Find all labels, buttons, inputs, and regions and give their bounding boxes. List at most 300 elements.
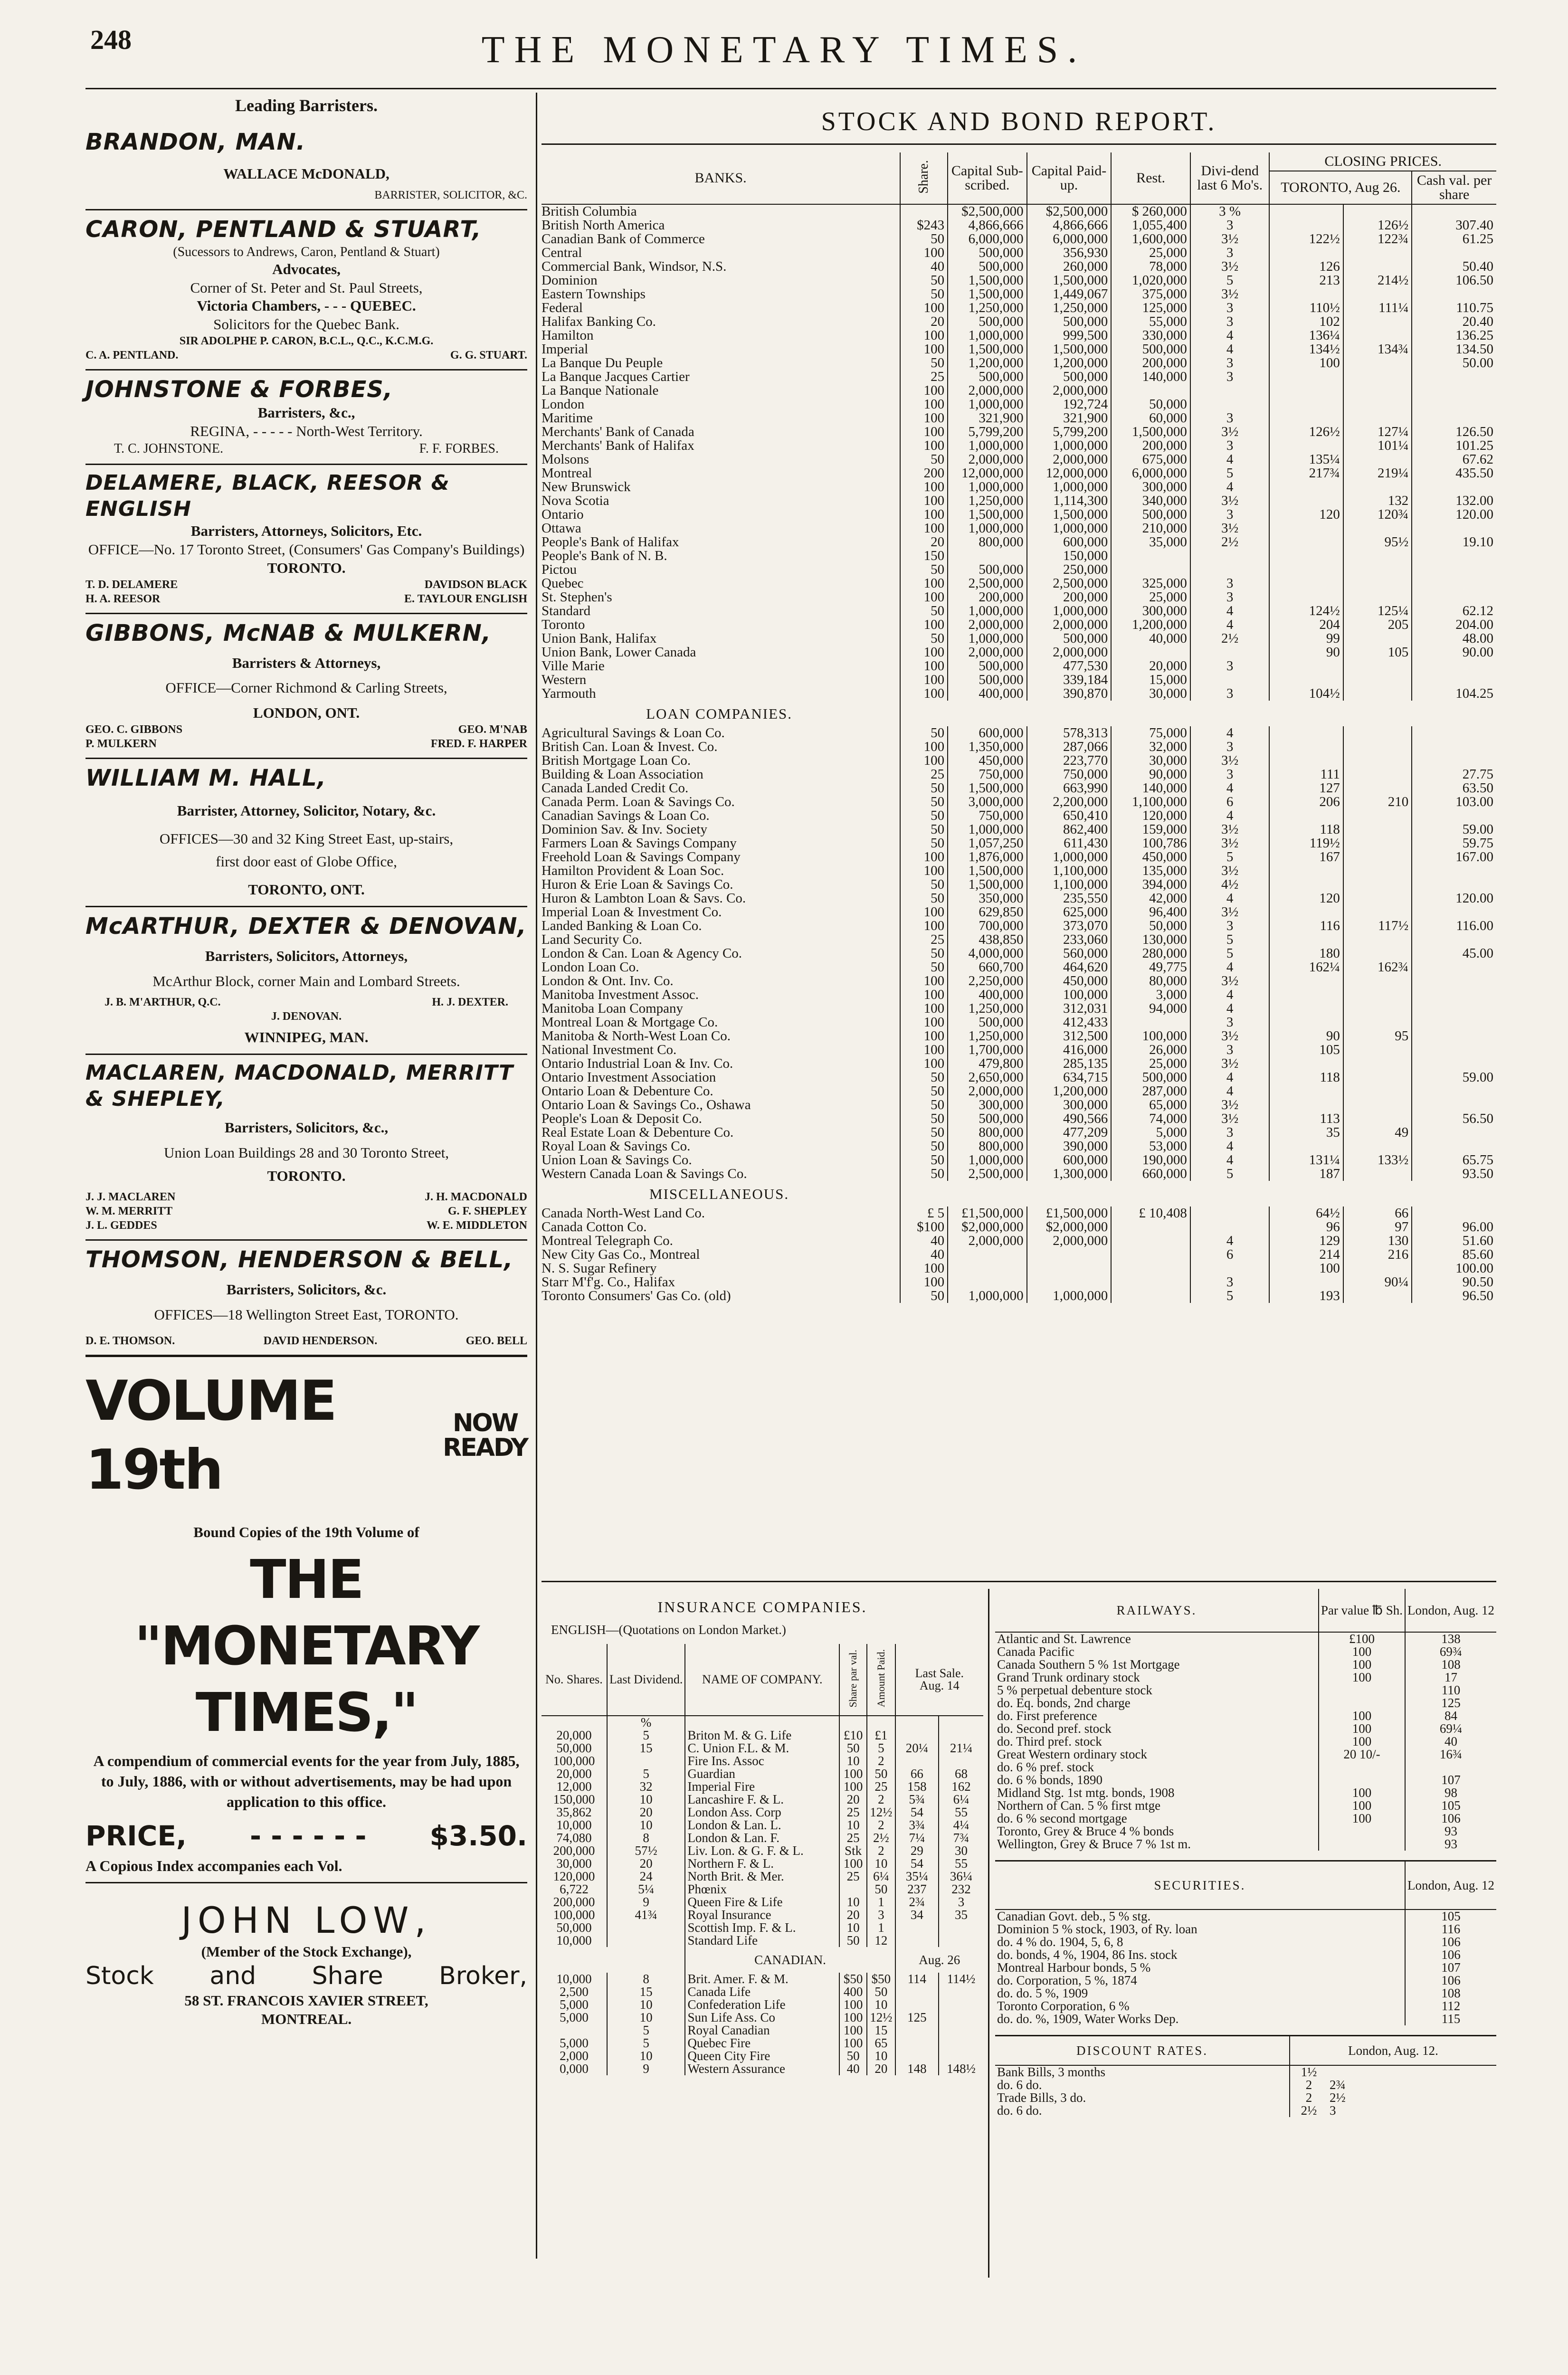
firm-name: DELAMERE, BLACK, REESOR & ENGLISH bbox=[86, 471, 450, 522]
rest-cell: 49,775 bbox=[1111, 960, 1190, 974]
dividend-cell bbox=[1190, 646, 1270, 659]
column-divider bbox=[536, 93, 537, 2259]
company-cell: Merchants' Bank of Canada bbox=[542, 425, 694, 439]
capital-subscribed-cell: 500,000 bbox=[948, 246, 1027, 260]
toronto-bid-cell: 96 bbox=[1269, 1220, 1343, 1234]
capital-paid-cell: 312,031 bbox=[1027, 1002, 1112, 1016]
price-line bbox=[86, 1819, 527, 1853]
firm-line: Union Loan Buildings 28 and 30 Toronto Street, bbox=[164, 1144, 449, 1161]
header-row bbox=[542, 152, 1496, 171]
table-row bbox=[542, 549, 1496, 563]
rate-low-cell: 2 bbox=[1290, 2079, 1328, 2091]
share-cell: 50 bbox=[900, 823, 948, 836]
capital-paid-cell: 356,930 bbox=[1027, 246, 1112, 260]
capital-paid-cell: 560,000 bbox=[1027, 947, 1112, 960]
capital-subscribed-cell: 2,500,000 bbox=[948, 1167, 1027, 1181]
table-row bbox=[995, 1761, 1496, 1774]
price-label: PRICE, bbox=[86, 1820, 187, 1852]
london-price-cell: 69¼ bbox=[1439, 1721, 1463, 1736]
sale-low-cell bbox=[895, 1986, 939, 1998]
share-cell: 100 bbox=[900, 646, 948, 659]
dividend-cell: 3 bbox=[1190, 1016, 1270, 1029]
toronto-ask-cell bbox=[1343, 836, 1412, 850]
sale-high-cell: 21¼ bbox=[939, 1742, 983, 1755]
company-cell: Phœnix bbox=[685, 1883, 839, 1896]
company-cell: Ontario Loan & Savings Co., Oshawa bbox=[542, 1098, 751, 1112]
cash-value-cell: 167.00 bbox=[1412, 850, 1496, 864]
company-cell: Royal Loan & Savings Co. bbox=[542, 1140, 691, 1153]
rest-cell: 100,000 bbox=[1111, 1029, 1190, 1043]
par-cell: 50 bbox=[839, 2050, 867, 2062]
broker-word: Share bbox=[312, 1962, 383, 1991]
sale-high-cell bbox=[939, 2050, 983, 2062]
rest-cell: 1,200,000 bbox=[1111, 618, 1190, 632]
table-row bbox=[542, 754, 1496, 768]
toronto-bid-cell bbox=[1269, 204, 1343, 218]
capital-paid-cell: 611,430 bbox=[1027, 836, 1112, 850]
cash-value-cell bbox=[1412, 878, 1496, 892]
company-cell: St. Stephen's bbox=[542, 590, 612, 604]
capital-subscribed-cell: 350,000 bbox=[948, 892, 1027, 905]
masthead-rule bbox=[86, 88, 1496, 89]
stock-report bbox=[542, 95, 1496, 1303]
par-value-cell bbox=[1319, 1684, 1405, 1697]
company-cell: Canada Life bbox=[685, 1986, 839, 1998]
shares-cell: 5,000 bbox=[560, 1997, 589, 2012]
capital-subscribed-cell: 750,000 bbox=[948, 768, 1027, 781]
sale-high-cell: 6¼ bbox=[939, 1793, 983, 1806]
rest-cell: 15,000 bbox=[1111, 673, 1190, 687]
table-row bbox=[542, 1729, 983, 1742]
dividend-cell bbox=[1190, 1220, 1270, 1234]
firm-name: WILLIAM M. HALL, bbox=[86, 764, 326, 791]
toronto-bid-cell: 214 bbox=[1269, 1248, 1343, 1262]
company-cell: People's Bank of Halifax bbox=[542, 535, 679, 549]
toronto-ask-cell bbox=[1343, 1167, 1412, 1181]
share-cell: 50 bbox=[900, 274, 948, 287]
company-cell: Manitoba Investment Assoc. bbox=[542, 988, 699, 1002]
capital-paid-cell: 285,135 bbox=[1027, 1057, 1112, 1071]
rate-high-cell: 2¾ bbox=[1330, 2078, 1346, 2092]
divider bbox=[86, 209, 527, 210]
sale-low-blank bbox=[895, 1716, 939, 1729]
dividend-cell bbox=[1190, 673, 1270, 687]
table-row bbox=[995, 1948, 1496, 1961]
rest-cell: 100,786 bbox=[1111, 836, 1190, 850]
capital-paid-cell: 625,000 bbox=[1027, 905, 1112, 919]
london-price-cell: 106 bbox=[1405, 1936, 1496, 1948]
dividend-cell: 3 bbox=[1190, 768, 1270, 781]
table-row bbox=[542, 577, 1496, 590]
london-price-cell: 84 bbox=[1444, 1709, 1457, 1723]
dividend-cell bbox=[607, 1755, 685, 1767]
table-row bbox=[995, 1671, 1496, 1684]
toronto-ask-cell bbox=[1343, 726, 1412, 740]
dividend-cell: 3½ bbox=[1190, 287, 1270, 301]
capital-paid-cell bbox=[1027, 1275, 1112, 1289]
capital-subscribed-cell: 5,799,200 bbox=[948, 425, 1027, 439]
table-row bbox=[542, 398, 1496, 411]
rest-cell: 3,000 bbox=[1111, 988, 1190, 1002]
company-cell: Landed Banking & Loan Co. bbox=[542, 919, 702, 933]
insurance-header bbox=[542, 1644, 983, 1716]
toronto-ask-cell: 133½ bbox=[1343, 1153, 1412, 1167]
share-cell: 50 bbox=[900, 232, 948, 246]
rest-cell: 25,000 bbox=[1111, 1057, 1190, 1071]
toronto-ask-cell bbox=[1343, 329, 1412, 342]
toronto-bid-cell: 180 bbox=[1269, 947, 1343, 960]
cash-value-cell: 62.12 bbox=[1412, 604, 1496, 618]
dividend-cell: 3 bbox=[1190, 1275, 1270, 1289]
toronto-ask-cell: 130 bbox=[1343, 1234, 1412, 1248]
par-cell: £10 bbox=[839, 1729, 867, 1742]
sale-low-cell: 114 bbox=[895, 1973, 939, 1986]
company-cell: Brit. Amer. F. & M. bbox=[685, 1973, 839, 1986]
toronto-bid-cell: 110½ bbox=[1269, 301, 1343, 315]
paid-cell: 50 bbox=[867, 1883, 895, 1896]
railway-name-cell: Toronto, Grey & Bruce 4 % bonds bbox=[997, 1824, 1174, 1838]
capital-paid-cell: 321,900 bbox=[1027, 411, 1112, 425]
table-row bbox=[542, 1998, 983, 2011]
company-cell: Queen Fire & Life bbox=[685, 1896, 839, 1909]
table-row bbox=[995, 2000, 1496, 2013]
capital-subscribed-cell: 2,650,000 bbox=[948, 1071, 1027, 1084]
shares-cell: 20,000 bbox=[556, 1728, 592, 1742]
rest-cell bbox=[1111, 646, 1190, 659]
company-cell: Ottawa bbox=[542, 522, 581, 535]
share-cell: 50 bbox=[900, 809, 948, 823]
dividend-cell: 5 bbox=[607, 2024, 685, 2037]
toronto-ask-cell bbox=[1343, 287, 1412, 301]
dividend-cell: 15 bbox=[607, 1742, 685, 1755]
par-value-cell: 20 10/- bbox=[1319, 1748, 1405, 1761]
capital-subscribed-cell: 629,850 bbox=[948, 905, 1027, 919]
broker-member: (Member of the Stock Exchange), bbox=[201, 1943, 412, 1960]
table-row bbox=[542, 2024, 983, 2037]
toronto-ask-cell bbox=[1343, 740, 1412, 754]
capital-subscribed-cell: 1,000,000 bbox=[948, 439, 1027, 453]
cash-value-cell bbox=[1412, 726, 1496, 740]
share-cell: 25 bbox=[900, 370, 948, 384]
table-row bbox=[542, 1896, 983, 1909]
company-cell: Liv. Lon. & G. F. & L. bbox=[685, 1844, 839, 1857]
rest-cell: 140,000 bbox=[1111, 781, 1190, 795]
insurance-table bbox=[542, 1644, 983, 2075]
paid-cell: 50 bbox=[867, 1986, 895, 1998]
par-cell: 10 bbox=[839, 1921, 867, 1934]
toronto-ask-cell: 117½ bbox=[1343, 919, 1412, 933]
dividend-cell: 3 bbox=[1190, 439, 1270, 453]
table-row bbox=[542, 1016, 1496, 1029]
dividend-cell: 3½ bbox=[1190, 425, 1270, 439]
dividend-cell: 4 bbox=[1190, 1002, 1270, 1016]
firm-line: Barrister, Attorney, Solicitor, Notary, &c. bbox=[177, 802, 436, 819]
table-row bbox=[995, 1961, 1496, 1974]
sale-high-cell bbox=[939, 2024, 983, 2037]
firm-line: TORONTO. bbox=[267, 559, 346, 576]
rest-cell: 300,000 bbox=[1111, 604, 1190, 618]
rate-low-cell: 1½ bbox=[1290, 2065, 1328, 2079]
toronto-bid-cell: 118 bbox=[1269, 1071, 1343, 1084]
london-price-cell: 138 bbox=[1441, 1632, 1461, 1646]
capital-paid-cell: 223,770 bbox=[1027, 754, 1112, 768]
paid-cell: 6¼ bbox=[867, 1870, 895, 1883]
cash-value-cell bbox=[1412, 1084, 1496, 1098]
toronto-bid-cell bbox=[1269, 411, 1343, 425]
col-banks: BANKS. bbox=[542, 152, 900, 204]
cash-value-cell: 59.00 bbox=[1412, 823, 1496, 836]
dividend-cell: 4 bbox=[1190, 960, 1270, 974]
par-cell: 25 bbox=[839, 1832, 867, 1844]
capital-subscribed-cell: 1,000,000 bbox=[948, 1153, 1027, 1167]
table-row bbox=[995, 1710, 1496, 1722]
table-row bbox=[542, 919, 1496, 933]
capital-subscribed-cell bbox=[948, 549, 1027, 563]
capital-subscribed-cell: 1,250,000 bbox=[948, 1029, 1027, 1043]
company-cell: La Banque Jacques Cartier bbox=[542, 370, 690, 384]
cash-value-cell bbox=[1412, 864, 1496, 878]
cash-value-cell bbox=[1412, 1002, 1496, 1016]
toronto-bid-cell: 122½ bbox=[1269, 232, 1343, 246]
shares-cell: 74,080 bbox=[556, 1831, 592, 1845]
rest-cell: 210,000 bbox=[1111, 522, 1190, 535]
dividend-cell: 10 bbox=[607, 1819, 685, 1832]
sale-high-cell: 232 bbox=[939, 1883, 983, 1896]
company-cell: Molsons bbox=[542, 453, 589, 466]
sale-low-cell: 54 bbox=[895, 1857, 939, 1870]
london-price-cell: 107 bbox=[1405, 1961, 1496, 1974]
toronto-bid-cell: 116 bbox=[1269, 919, 1343, 933]
insurance-body bbox=[542, 1716, 983, 2075]
toronto-ask-cell bbox=[1343, 1140, 1412, 1153]
company-cell: Royal Insurance bbox=[685, 1909, 839, 1921]
toronto-bid-cell bbox=[1269, 754, 1343, 768]
shares-cell: 10,000 bbox=[556, 1818, 592, 1832]
company-cell: Starr M'f'g. Co., Halifax bbox=[542, 1275, 675, 1289]
capital-subscribed-cell: 500,000 bbox=[948, 673, 1027, 687]
toronto-ask-cell bbox=[1343, 577, 1412, 590]
london-price-cell: 110 bbox=[1441, 1683, 1461, 1697]
toronto-bid-cell bbox=[1269, 549, 1343, 563]
capital-subscribed-cell: 1,000,000 bbox=[948, 823, 1027, 836]
railway-name-cell: do. 6 % pref. stock bbox=[997, 1760, 1094, 1774]
table-row bbox=[542, 274, 1496, 287]
securities-body bbox=[995, 1910, 1496, 2025]
partner-row bbox=[86, 348, 527, 362]
share-cell: 100 bbox=[900, 577, 948, 590]
table-row bbox=[995, 1748, 1496, 1761]
partner: J. B. M'ARTHUR, Q.C. bbox=[105, 996, 221, 1009]
toronto-bid-cell bbox=[1269, 1057, 1343, 1071]
rest-cell bbox=[1111, 1016, 1190, 1029]
securities-table bbox=[995, 1862, 1496, 2025]
sale-low-cell bbox=[895, 1729, 939, 1742]
toronto-bid-cell: 90 bbox=[1269, 1029, 1343, 1043]
toronto-bid-cell: 118 bbox=[1269, 823, 1343, 836]
dividend-cell: 3½ bbox=[1190, 1029, 1270, 1043]
dividend-cell: 5 bbox=[1190, 933, 1270, 947]
toronto-ask-cell: 90¼ bbox=[1343, 1275, 1412, 1289]
company-cell: Northern F. & L. bbox=[685, 1857, 839, 1870]
cash-value-cell bbox=[1412, 563, 1496, 577]
capital-subscribed-cell: 1,500,000 bbox=[948, 878, 1027, 892]
rest-cell: 65,000 bbox=[1111, 1098, 1190, 1112]
toronto-bid-cell: 206 bbox=[1269, 795, 1343, 809]
table-row bbox=[542, 1029, 1496, 1043]
rest-cell: 660,000 bbox=[1111, 1167, 1190, 1181]
share-cell: 100 bbox=[900, 246, 948, 260]
paid-cell: 1 bbox=[867, 1921, 895, 1934]
shares-cell: 2,000 bbox=[560, 2049, 589, 2063]
share-cell: 100 bbox=[900, 1262, 948, 1275]
firm-line: OFFICE—Corner Richmond & Carling Streets, bbox=[165, 679, 447, 696]
cash-value-cell: 59.00 bbox=[1412, 1071, 1496, 1084]
shares-blank bbox=[542, 1716, 607, 1729]
table-row bbox=[542, 1793, 983, 1806]
dividend-cell: 4 bbox=[1190, 1084, 1270, 1098]
london-price-cell: 115 bbox=[1405, 2013, 1496, 2025]
rest-cell: 125,000 bbox=[1111, 301, 1190, 315]
company-cell: Federal bbox=[542, 301, 583, 315]
partner: W. E. MIDDLETON bbox=[426, 1219, 527, 1232]
security-name-cell: do. Corporation, 5 %, 1874 bbox=[997, 1973, 1137, 1987]
table-row bbox=[542, 218, 1496, 232]
rest-cell: 42,000 bbox=[1111, 892, 1190, 905]
london-price-cell: 40 bbox=[1444, 1734, 1457, 1748]
cash-value-cell bbox=[1412, 1206, 1496, 1220]
share-cell: 50 bbox=[900, 960, 948, 974]
toronto-ask-cell bbox=[1343, 1112, 1412, 1126]
capital-subscribed-cell: 400,000 bbox=[948, 988, 1027, 1002]
table-row bbox=[542, 850, 1496, 864]
capital-subscribed-cell: 3,000,000 bbox=[948, 795, 1027, 809]
capital-paid-cell: 1,200,000 bbox=[1027, 1084, 1112, 1098]
share-cell: 50 bbox=[900, 1153, 948, 1167]
company-cell: Guardian bbox=[685, 1767, 839, 1780]
company-cell: Maritime bbox=[542, 411, 593, 425]
toronto-ask-cell: 126½ bbox=[1343, 218, 1412, 232]
rest-cell: 280,000 bbox=[1111, 947, 1190, 960]
partner: H. J. DEXTER. bbox=[432, 996, 508, 1009]
rest-cell: 60,000 bbox=[1111, 411, 1190, 425]
toronto-ask-cell: 210 bbox=[1343, 795, 1412, 809]
table-row bbox=[542, 1126, 1496, 1140]
capital-paid-cell: 12,000,000 bbox=[1027, 466, 1112, 480]
sale-high-cell: 7¾ bbox=[939, 1832, 983, 1844]
share-cell: 100 bbox=[900, 301, 948, 315]
toronto-bid-cell: 127 bbox=[1269, 781, 1343, 795]
col-dividend: Divi-dend last 6 Mo's. bbox=[1190, 152, 1270, 204]
col-cap-paid: Capital Paid-up. bbox=[1027, 152, 1112, 204]
dividend-cell: 3 bbox=[1190, 590, 1270, 604]
table-row bbox=[542, 508, 1496, 522]
company-cell: Ontario Investment Association bbox=[542, 1071, 716, 1084]
rest-cell: 340,000 bbox=[1111, 494, 1190, 508]
toronto-ask-cell bbox=[1343, 1262, 1412, 1275]
table-row bbox=[542, 1806, 983, 1819]
broker-city: MONTREAL. bbox=[261, 2011, 352, 2028]
company-cell: Ville Marie bbox=[542, 659, 605, 673]
table-row bbox=[542, 1973, 983, 1986]
company-cell: Canada Landed Credit Co. bbox=[542, 781, 689, 795]
toronto-ask-cell bbox=[1343, 1071, 1412, 1084]
capital-paid-cell bbox=[1027, 1262, 1112, 1275]
sale-high-cell bbox=[939, 1998, 983, 2011]
capital-subscribed-cell: $2,500,000 bbox=[948, 204, 1027, 218]
insurance-subtitle: ENGLISH—(Quotations on London Market.) bbox=[551, 1623, 786, 1637]
company-cell: Nova Scotia bbox=[542, 494, 609, 508]
london-price-cell: 16¾ bbox=[1439, 1747, 1463, 1761]
rail-col-par: Par value ℔ Sh. bbox=[1319, 1589, 1405, 1632]
partner-row bbox=[86, 1334, 527, 1348]
cash-value-cell: 104.25 bbox=[1412, 687, 1496, 701]
table-row bbox=[995, 1936, 1496, 1948]
rest-cell: 300,000 bbox=[1111, 480, 1190, 494]
london-price-cell: 93 bbox=[1444, 1824, 1457, 1838]
rest-cell: 1,500,000 bbox=[1111, 425, 1190, 439]
shares-cell: 50,000 bbox=[556, 1741, 592, 1755]
dividend-cell: 4 bbox=[1190, 604, 1270, 618]
capital-paid-cell: 416,000 bbox=[1027, 1043, 1112, 1057]
rest-cell: 5,000 bbox=[1111, 1126, 1190, 1140]
toronto-bid-cell: 187 bbox=[1269, 1167, 1343, 1181]
broker-address: 58 ST. FRANCOIS XAVIER STREET, bbox=[184, 1992, 428, 2009]
divider bbox=[86, 1054, 527, 1055]
toronto-ask-cell: 105 bbox=[1343, 646, 1412, 659]
table-row bbox=[995, 1923, 1496, 1936]
now-label: NOW bbox=[453, 1408, 518, 1437]
table-row bbox=[542, 988, 1496, 1002]
sale-low-cell bbox=[895, 1934, 939, 1947]
broker-title bbox=[86, 1961, 527, 1992]
rest-cell: 1,055,400 bbox=[1111, 218, 1190, 232]
share-cell: 100 bbox=[900, 919, 948, 933]
col-cap-sub: Capital Sub-scribed. bbox=[948, 152, 1027, 204]
table-row bbox=[542, 1234, 1496, 1248]
section-spacer bbox=[900, 1181, 1496, 1206]
capital-subscribed-cell: 438,850 bbox=[948, 933, 1027, 947]
share-cell: 100 bbox=[900, 329, 948, 342]
sale-low-cell: 35¼ bbox=[895, 1870, 939, 1883]
table-row bbox=[995, 1735, 1496, 1748]
table-row bbox=[542, 1883, 983, 1896]
dividend-cell: 6 bbox=[1190, 1248, 1270, 1262]
dividend-cell: 3 bbox=[1190, 370, 1270, 384]
share-cell: 100 bbox=[900, 508, 948, 522]
toronto-ask-cell: 120¾ bbox=[1343, 508, 1412, 522]
capital-subscribed-cell: 1,250,000 bbox=[948, 1002, 1027, 1016]
rest-cell bbox=[1111, 1275, 1190, 1289]
table-row bbox=[995, 1838, 1496, 1851]
share-cell: 100 bbox=[900, 687, 948, 701]
london-price-cell: 107 bbox=[1441, 1773, 1461, 1787]
dividend-cell: 4 bbox=[1190, 453, 1270, 466]
securities-title: SECURITIES. bbox=[995, 1862, 1405, 1910]
capital-paid-cell: 1,500,000 bbox=[1027, 342, 1112, 356]
rest-cell: 500,000 bbox=[1111, 1071, 1190, 1084]
table-row bbox=[542, 2062, 983, 2075]
sale-low-cell: 66 bbox=[895, 1767, 939, 1780]
par-value-cell: £100 bbox=[1319, 1632, 1405, 1645]
capital-paid-cell: 2,200,000 bbox=[1027, 795, 1112, 809]
table-row bbox=[542, 453, 1496, 466]
capital-paid-cell: 2,000,000 bbox=[1027, 618, 1112, 632]
toronto-bid-cell: 134½ bbox=[1269, 342, 1343, 356]
ins-col-par bbox=[839, 1644, 867, 1716]
cash-value-cell: 59.75 bbox=[1412, 836, 1496, 850]
railway-name-cell: do. 6 % second mortgage bbox=[997, 1811, 1127, 1825]
shares-cell: 200,000 bbox=[553, 1843, 595, 1858]
